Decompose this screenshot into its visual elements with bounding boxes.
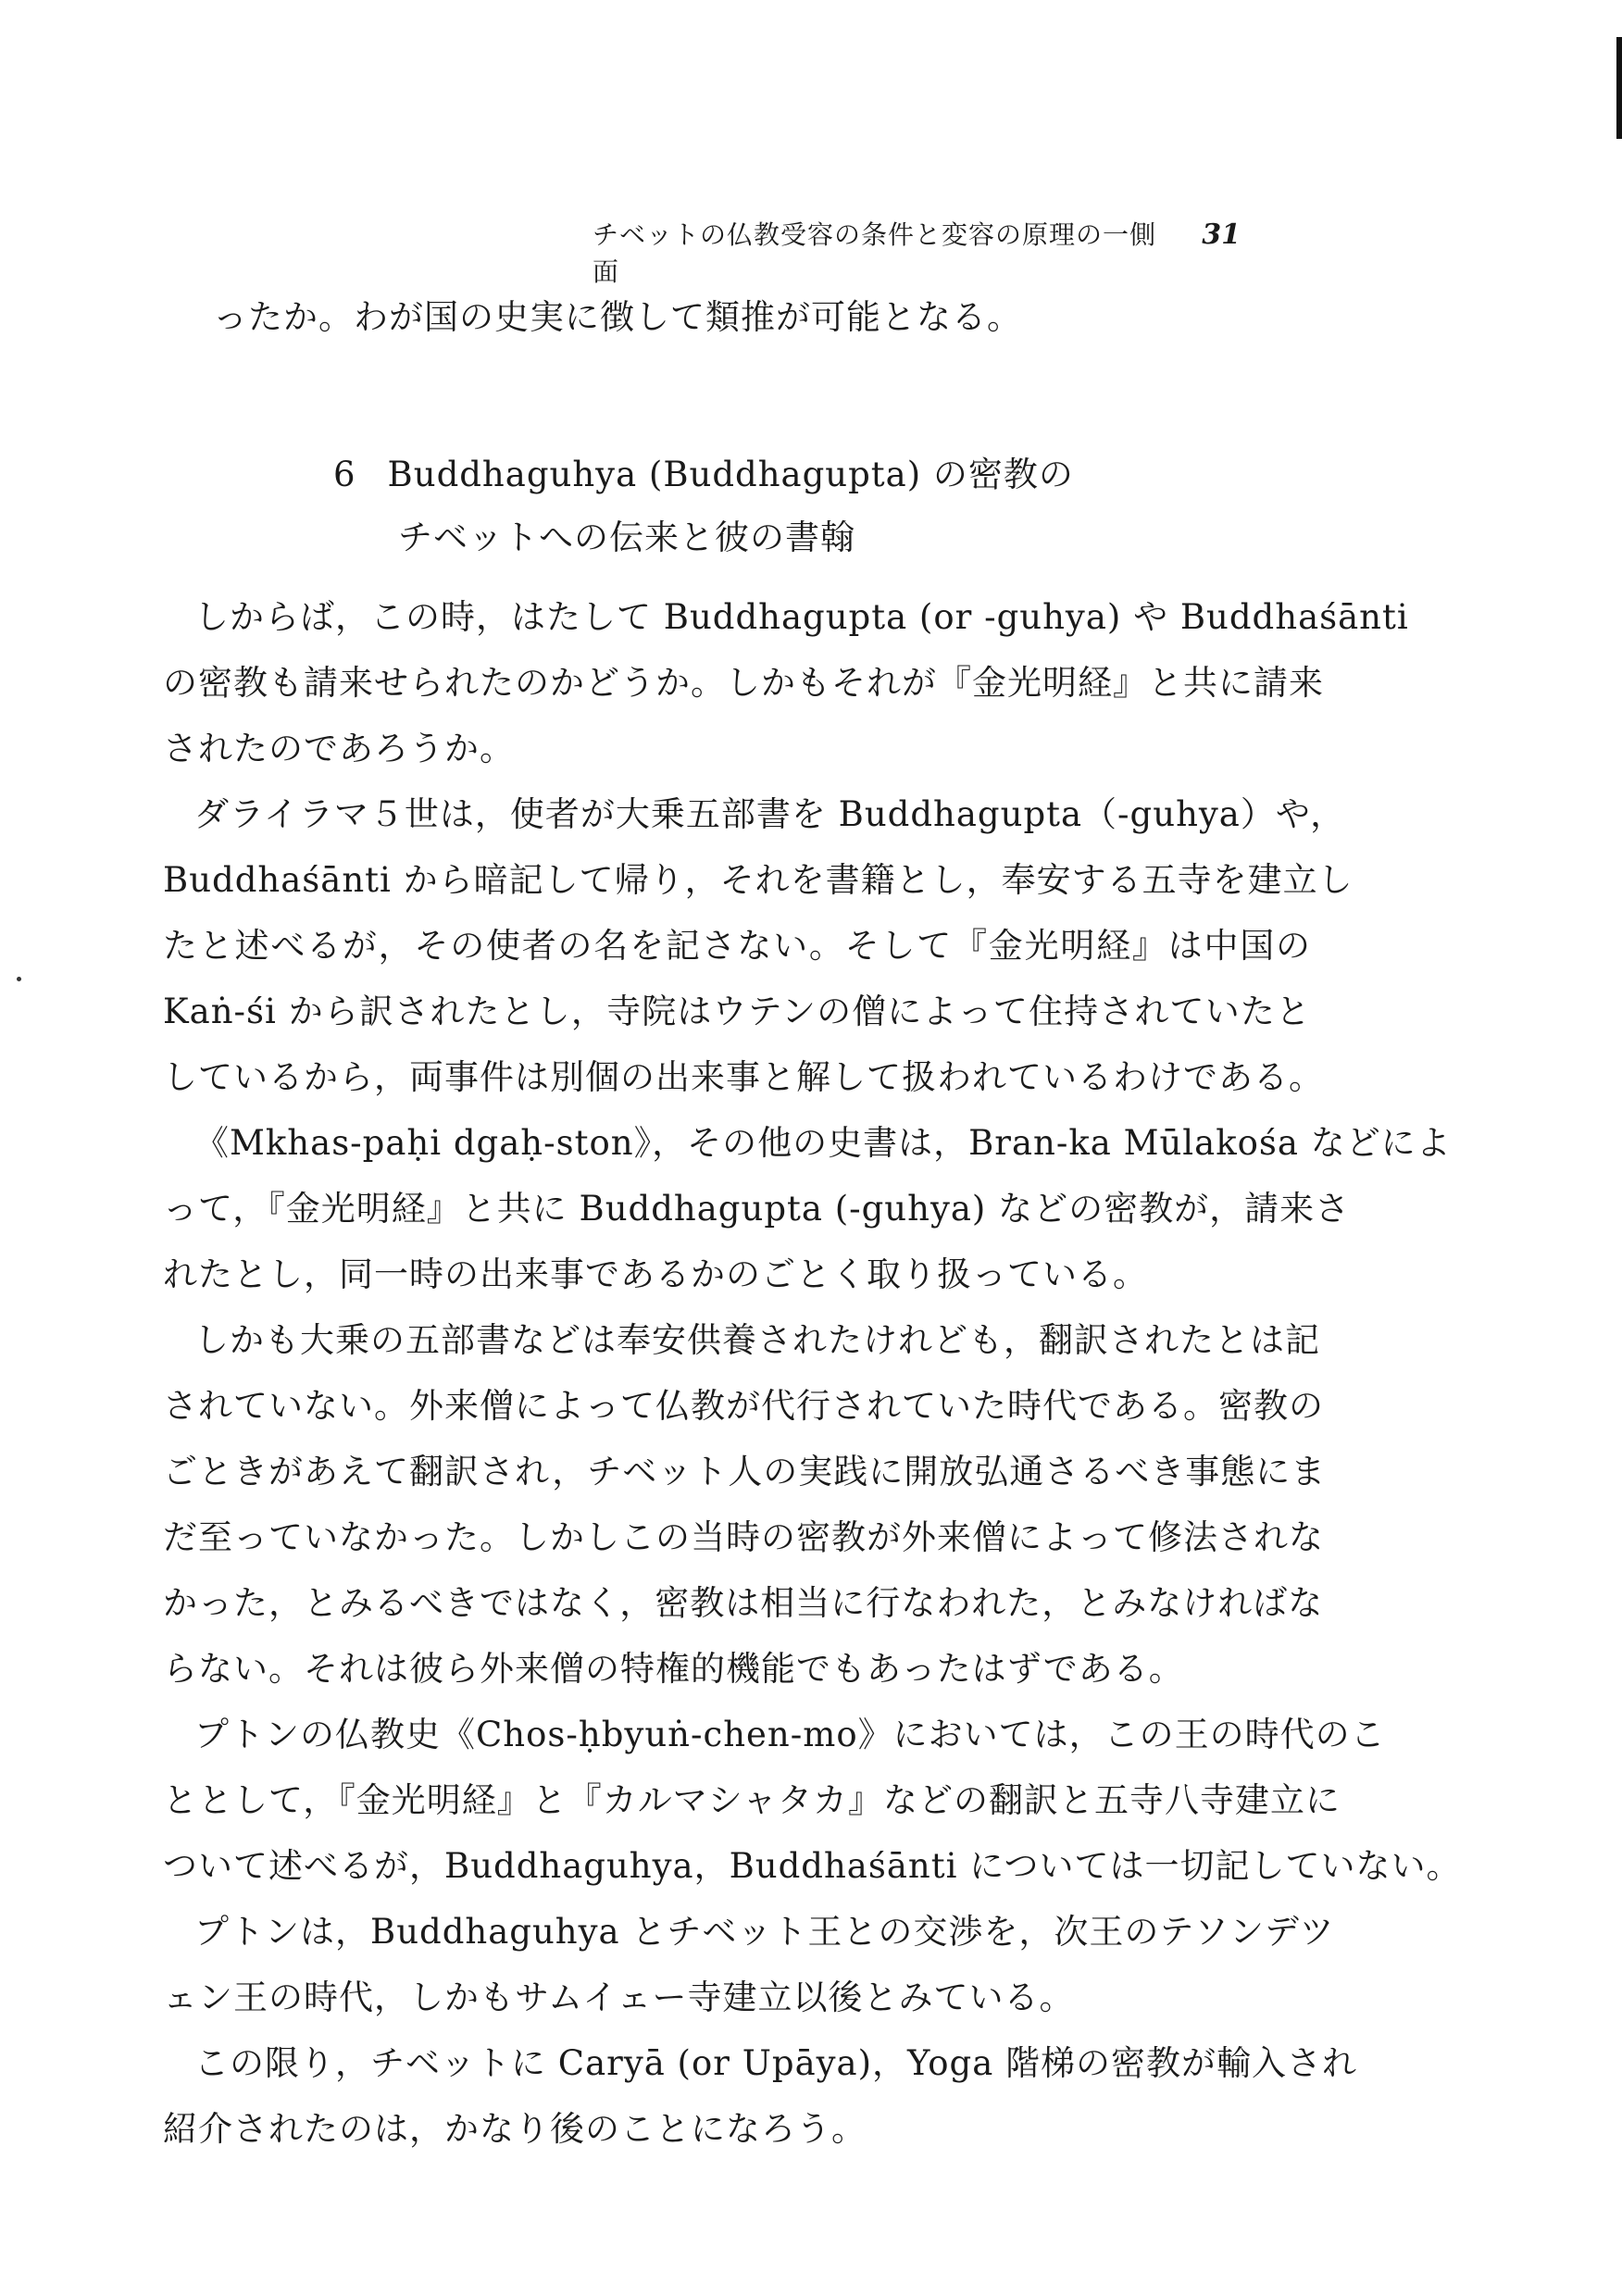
body-line: Kaṅ-śi から訳されたとし，寺院はウテンの僧によって住持されていたと bbox=[163, 992, 1311, 1031]
body-line: ついて述べるが，Buddhaguhya，Buddhaśānti については一切記していない。 bbox=[163, 1846, 1462, 1886]
body-line: しているから，両事件は別個の出来事と解して扱われているわけである。 bbox=[163, 1057, 1324, 1097]
section-heading-line-1 bbox=[333, 452, 1074, 498]
body-line: たと述べるが，その使者の名を記さない。そして『金光明経』は中国の bbox=[163, 926, 1311, 966]
body-line: ととして，『金光明経』と『カルマシャタカ』などの翻訳と五寺八寺建立に bbox=[163, 1780, 1341, 1820]
body-line: この限り，チベットに Caryā (or Upāya)，Yoga 階梯の密教が輸入され bbox=[194, 2043, 1358, 2083]
body-line: だ至っていなかった。しかしこの当時の密教が外来僧によって修法されな bbox=[163, 1517, 1324, 1557]
running-header-title: チベットの仏教受容の条件と変容の原理の一側面 bbox=[593, 219, 1157, 287]
body-line: プトンの仏教史《Chos-ḥbyuṅ-chen-mo》においては，この王の時代のこ bbox=[194, 1715, 1386, 1754]
body-line: しかも大乗の五部書などは奉安供養されたけれども，翻訳されたとは記 bbox=[194, 1320, 1320, 1360]
body-line: ェン王の時代，しかもサムイェー寺建立以後とみている。 bbox=[163, 1978, 1075, 2017]
section-heading-line-2: チベットへの伝来と彼の書翰 bbox=[398, 518, 855, 557]
scan-speck bbox=[17, 977, 21, 981]
body-line: しからば，この時，はたして Buddhagupta (or -guhya) や Buddhaśānti bbox=[194, 597, 1409, 637]
body-line: されたのであろうか。 bbox=[163, 729, 515, 768]
body-line: かった，とみるべきではなく，密教は相当に行なわれた，とみなければな bbox=[163, 1583, 1324, 1623]
body-line: ごときがあえて翻訳され，チベット人の実践に開放弘通さるべき事態にま bbox=[163, 1452, 1327, 1491]
body-line: プトンは，Buddhaguhya とチベット王との交渉を，次王のテソンデツ bbox=[194, 1912, 1335, 1952]
page-edge-mark bbox=[1616, 37, 1622, 139]
running-header bbox=[593, 215, 1241, 287]
body-line: らない。それは彼ら外来僧の特権的機能でもあったはずである。 bbox=[163, 1649, 1184, 1689]
body-line: の密教も請来せられたのかどうか。しかもそれが『金光明経』と共に請来 bbox=[163, 663, 1324, 703]
body-line: 《Mkhas-paḥi dgaḥ-ston》，その他の史書は，Bran-ka Mūlakośa などによ bbox=[194, 1123, 1452, 1163]
section-title-1: Buddhaguhya (Buddhagupta) の密教の bbox=[387, 455, 1074, 494]
body-line: Buddhaśānti から暗記して帰り，それを書籍とし，奉安する五寺を建立し bbox=[163, 860, 1354, 900]
body-line: れたとし，同一時の出来事であるかのごとく取り扱っている。 bbox=[163, 1254, 1148, 1294]
body-line: って，『金光明経』と共に Buddhagupta (-guhya) などの密教が，請来さ bbox=[163, 1189, 1351, 1229]
body-line: 紹介されたのは，かなり後のことになろう。 bbox=[163, 2109, 867, 2149]
page-number: 31 bbox=[1202, 218, 1241, 251]
body-line: ダライラマ５世は，使者が大乗五部書を Buddhagupta（-guhya）や， bbox=[194, 794, 1346, 834]
section-number: 6 bbox=[333, 455, 356, 494]
continuation-line: ったか。わが国の史実に徴して類推が可能となる。 bbox=[213, 297, 1022, 337]
body-line: されていない。外来僧によって仏教が代行されていた時代である。密教の bbox=[163, 1386, 1324, 1426]
